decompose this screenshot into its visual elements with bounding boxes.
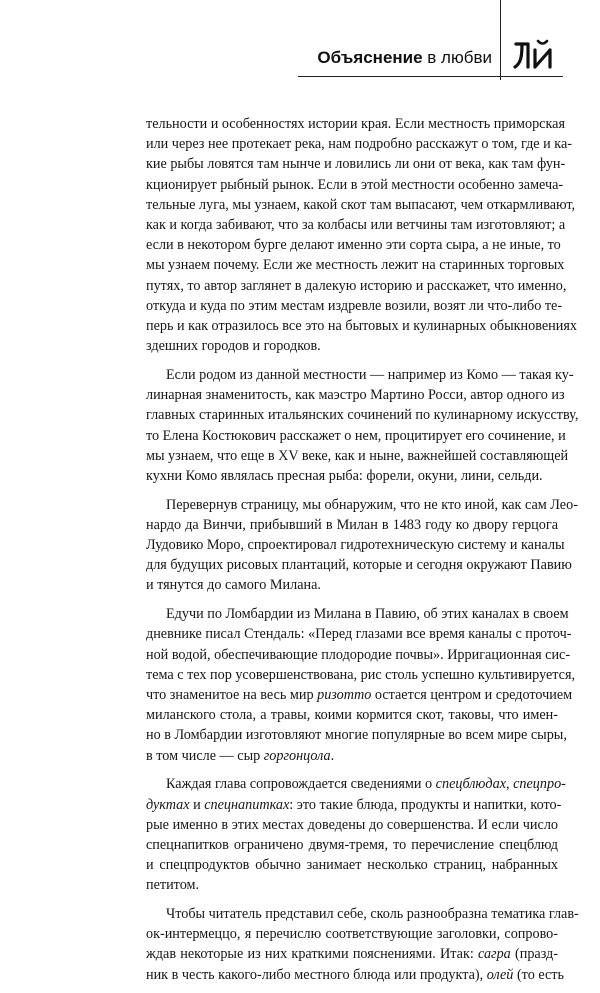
body-text <box>146 114 579 993</box>
publisher-logo-icon <box>512 36 558 72</box>
text-line: кухни Комо являлась пресная рыба: форели, окуни, лини, сельди. <box>146 467 543 484</box>
text-line: петитом. <box>146 877 200 894</box>
text-line: что знаменитое на весь мир ризотто остается центром и средоточием <box>146 686 573 703</box>
text-line: откуда и куда по этим местам издревле возили, возят ли что-либо те- <box>146 297 563 314</box>
text-line: Каждая глава сопровождается сведениями о спецблюдах, спецпро- <box>166 776 566 793</box>
text-line: мы узнаем почему. Если же местность лежит на старинных торговых <box>146 257 565 274</box>
running-header-bold: Объяснение <box>317 48 423 67</box>
text-line: если в некотором бурге делают именно эти сорта сыра, а не иные, то <box>146 237 561 254</box>
text-line: или через нее протекает река, нам подробно расскажут о том, где и ка- <box>146 136 572 153</box>
text-line: тема с тех пор усовершенствована, рис столь успешно культивируется, <box>146 666 576 683</box>
text-line: Чтобы читатель представил себе, сколь разнообразна тематика глав- <box>166 906 579 923</box>
running-header <box>317 48 492 68</box>
text-line: дневнике писал Стендаль: «Перед глазами все время каналы с проточ- <box>146 626 572 643</box>
text-line: ок-интермеццо, я перечислю соответствующие заголовки, сопрово- <box>146 926 558 943</box>
text-line: спецнапитков ограничено двумя-тремя, то перечисление спецблюд <box>146 836 558 853</box>
paragraph <box>146 774 566 895</box>
text-line: ждав некоторые из них краткими пояснениями. Итак: сагра (празд- <box>146 946 558 963</box>
running-header-rest: в любви <box>422 48 492 67</box>
text-line: Если родом из данной местности — например из Комо — такая ку- <box>166 366 574 383</box>
text-line: путях, то автор заглянет в далекую историю и расскажет, что именно, <box>146 277 567 294</box>
text-line: кционирует рыбный рынок. Если в этой местности особенно замеча- <box>146 176 564 193</box>
text-line: и тянутся до самого Милана. <box>146 577 321 594</box>
paragraph <box>146 604 576 766</box>
header-vertical-rule <box>500 0 501 80</box>
text-line: то Елена Костюкович расскажет о нем, процитирует его сочинение, и <box>146 427 566 444</box>
text-line: перь и как отразилось все это на бытовых и кулинарных обыкновениях <box>146 318 577 335</box>
header-horizontal-rule <box>298 76 563 77</box>
paragraph <box>146 904 579 985</box>
text-line: линарная знаменитость, как маэстро Мартино Росси, автор одного из <box>146 387 565 404</box>
text-line: и спецпродуктов обычно занимает несколько страниц, набранных <box>146 857 558 874</box>
text-line: ник в честь какого-либо местного блюда или продукта), олей (то есть <box>146 966 564 983</box>
text-line: как и когда забивают, что за колбасы или ветчины там изготовляют; а <box>146 217 566 234</box>
text-line: Перевернув страницу, мы обнаружим, что не кто иной, как сам Лео- <box>166 496 578 513</box>
text-line: рые именно в этих местах доведены до совершенства. И если число <box>146 816 558 833</box>
paragraph <box>146 365 579 486</box>
text-line: здешних городов и городков. <box>146 338 321 355</box>
text-line: Лудовико Моро, спроектировал гидротехническую систему и каналы <box>146 537 565 554</box>
text-line: кие рыбы ловятся там нынче и ловились ли они от века, как там фун- <box>146 156 566 173</box>
text-line: Едучи по Ломбардии из Милана в Павию, об этих каналах в своем <box>166 606 569 623</box>
text-line: мы узнаем, что еще в XV веке, как и ныне, важнейшей составляющей <box>146 447 569 464</box>
text-line: но в Ломбардии изготовляют многие популярные во всем мире сыры, <box>146 727 567 744</box>
text-line: нардо да Винчи, прибывший в Милан в 1483 году ко двору герцога <box>146 516 558 533</box>
text-line: в том числе — сыр горгонцола. <box>146 747 335 764</box>
paragraph <box>146 114 577 356</box>
text-line: миланского стола, а травы, коими кормится скот, таковы, что имен- <box>146 707 558 724</box>
text-line: тельности и особенностях истории края. Если местность приморская <box>146 116 565 132</box>
text-line: для будущих рисовых плантаций, которые и сегодня окружают Павию <box>146 557 572 574</box>
text-line: главных старинных итальянских сочинений по кулинарному искусству, <box>146 407 579 424</box>
text-line: тельные луга, мы узнаем, какой скот там выпасают, чем откармливают, <box>146 196 576 213</box>
text-line: ной водой, обеспечивающие плодородие почвы». Ирригационная сис- <box>146 646 571 663</box>
paragraph <box>146 495 578 596</box>
text-line: дуктах и спецнапитках: это такие блюда, продукты и напитки, кото- <box>146 796 562 813</box>
